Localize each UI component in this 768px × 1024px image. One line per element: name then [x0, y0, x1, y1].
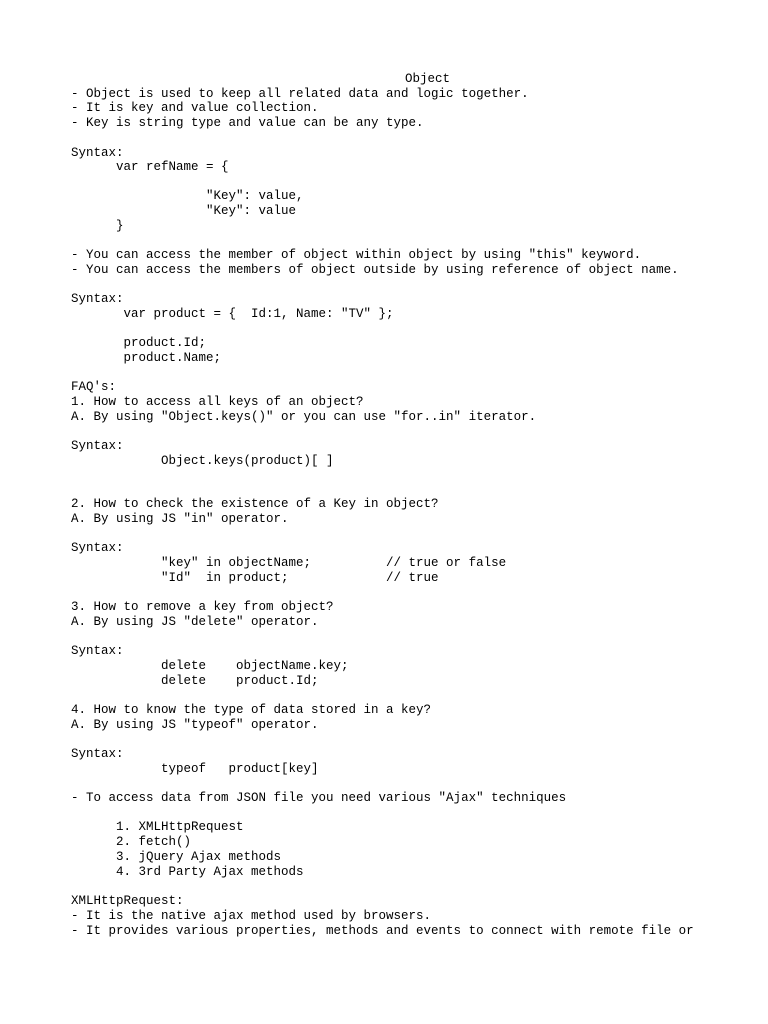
code-line: "Key": value,: [71, 189, 304, 203]
faq-heading: FAQ's:: [71, 380, 117, 394]
document-title: Object: [405, 72, 451, 86]
syntax-heading: Syntax:: [71, 439, 124, 453]
text-line: - To access data from JSON file you need various "Ajax" techniques: [71, 791, 567, 805]
section-heading: XMLHttpRequest:: [71, 894, 184, 908]
code-line: product.Name;: [71, 351, 222, 365]
faq-answer: A. By using "Object.keys()" or you can use "for..in" iterator.: [71, 410, 537, 424]
code-line: var product = { Id:1, Name: "TV" };: [71, 307, 394, 321]
syntax-heading: Syntax:: [71, 644, 124, 658]
faq-answer: A. By using JS "in" operator.: [71, 512, 289, 526]
list-item: 1. XMLHttpRequest: [71, 820, 244, 834]
text-line: - You can access the members of object outside by using reference of object name.: [71, 263, 679, 277]
code-line: }: [71, 219, 124, 233]
text-line: - Object is used to keep all related data and logic together.: [71, 87, 529, 101]
list-item: 3. jQuery Ajax methods: [71, 850, 282, 864]
syntax-heading: Syntax:: [71, 747, 124, 761]
text-line: - Key is string type and value can be any type.: [71, 116, 424, 130]
faq-answer: A. By using JS "delete" operator.: [71, 615, 319, 629]
faq-question: 2. How to check the existence of a Key in object?: [71, 497, 439, 511]
faq-question: 3. How to remove a key from object?: [71, 600, 334, 614]
list-item: 2. fetch(): [71, 835, 192, 849]
faq-question: 1. How to access all keys of an object?: [71, 395, 364, 409]
code-line: delete objectName.key;: [71, 659, 349, 673]
text-line: - It provides various properties, methods and events to connect with remote file or: [71, 924, 694, 938]
code-line: "key" in objectName; // true or false: [71, 556, 507, 570]
syntax-heading: Syntax:: [71, 292, 124, 306]
code-line: "Id" in product; // true: [71, 571, 439, 585]
text-line: - It is the native ajax method used by browsers.: [71, 909, 432, 923]
code-line: typeof product[key]: [71, 762, 319, 776]
text-line: - It is key and value collection.: [71, 101, 319, 115]
code-line: product.Id;: [71, 336, 207, 350]
faq-answer: A. By using JS "typeof" operator.: [71, 718, 319, 732]
faq-question: 4. How to know the type of data stored in a key?: [71, 703, 432, 717]
syntax-heading: Syntax:: [71, 541, 124, 555]
code-line: var refName = {: [71, 160, 229, 174]
text-line: - You can access the member of object within object by using "this" keyword.: [71, 248, 642, 262]
code-line: delete product.Id;: [71, 674, 319, 688]
syntax-heading: Syntax:: [71, 146, 124, 160]
code-line: "Key": value: [71, 204, 297, 218]
code-line: Object.keys(product)[ ]: [71, 454, 334, 468]
list-item: 4. 3rd Party Ajax methods: [71, 865, 304, 879]
